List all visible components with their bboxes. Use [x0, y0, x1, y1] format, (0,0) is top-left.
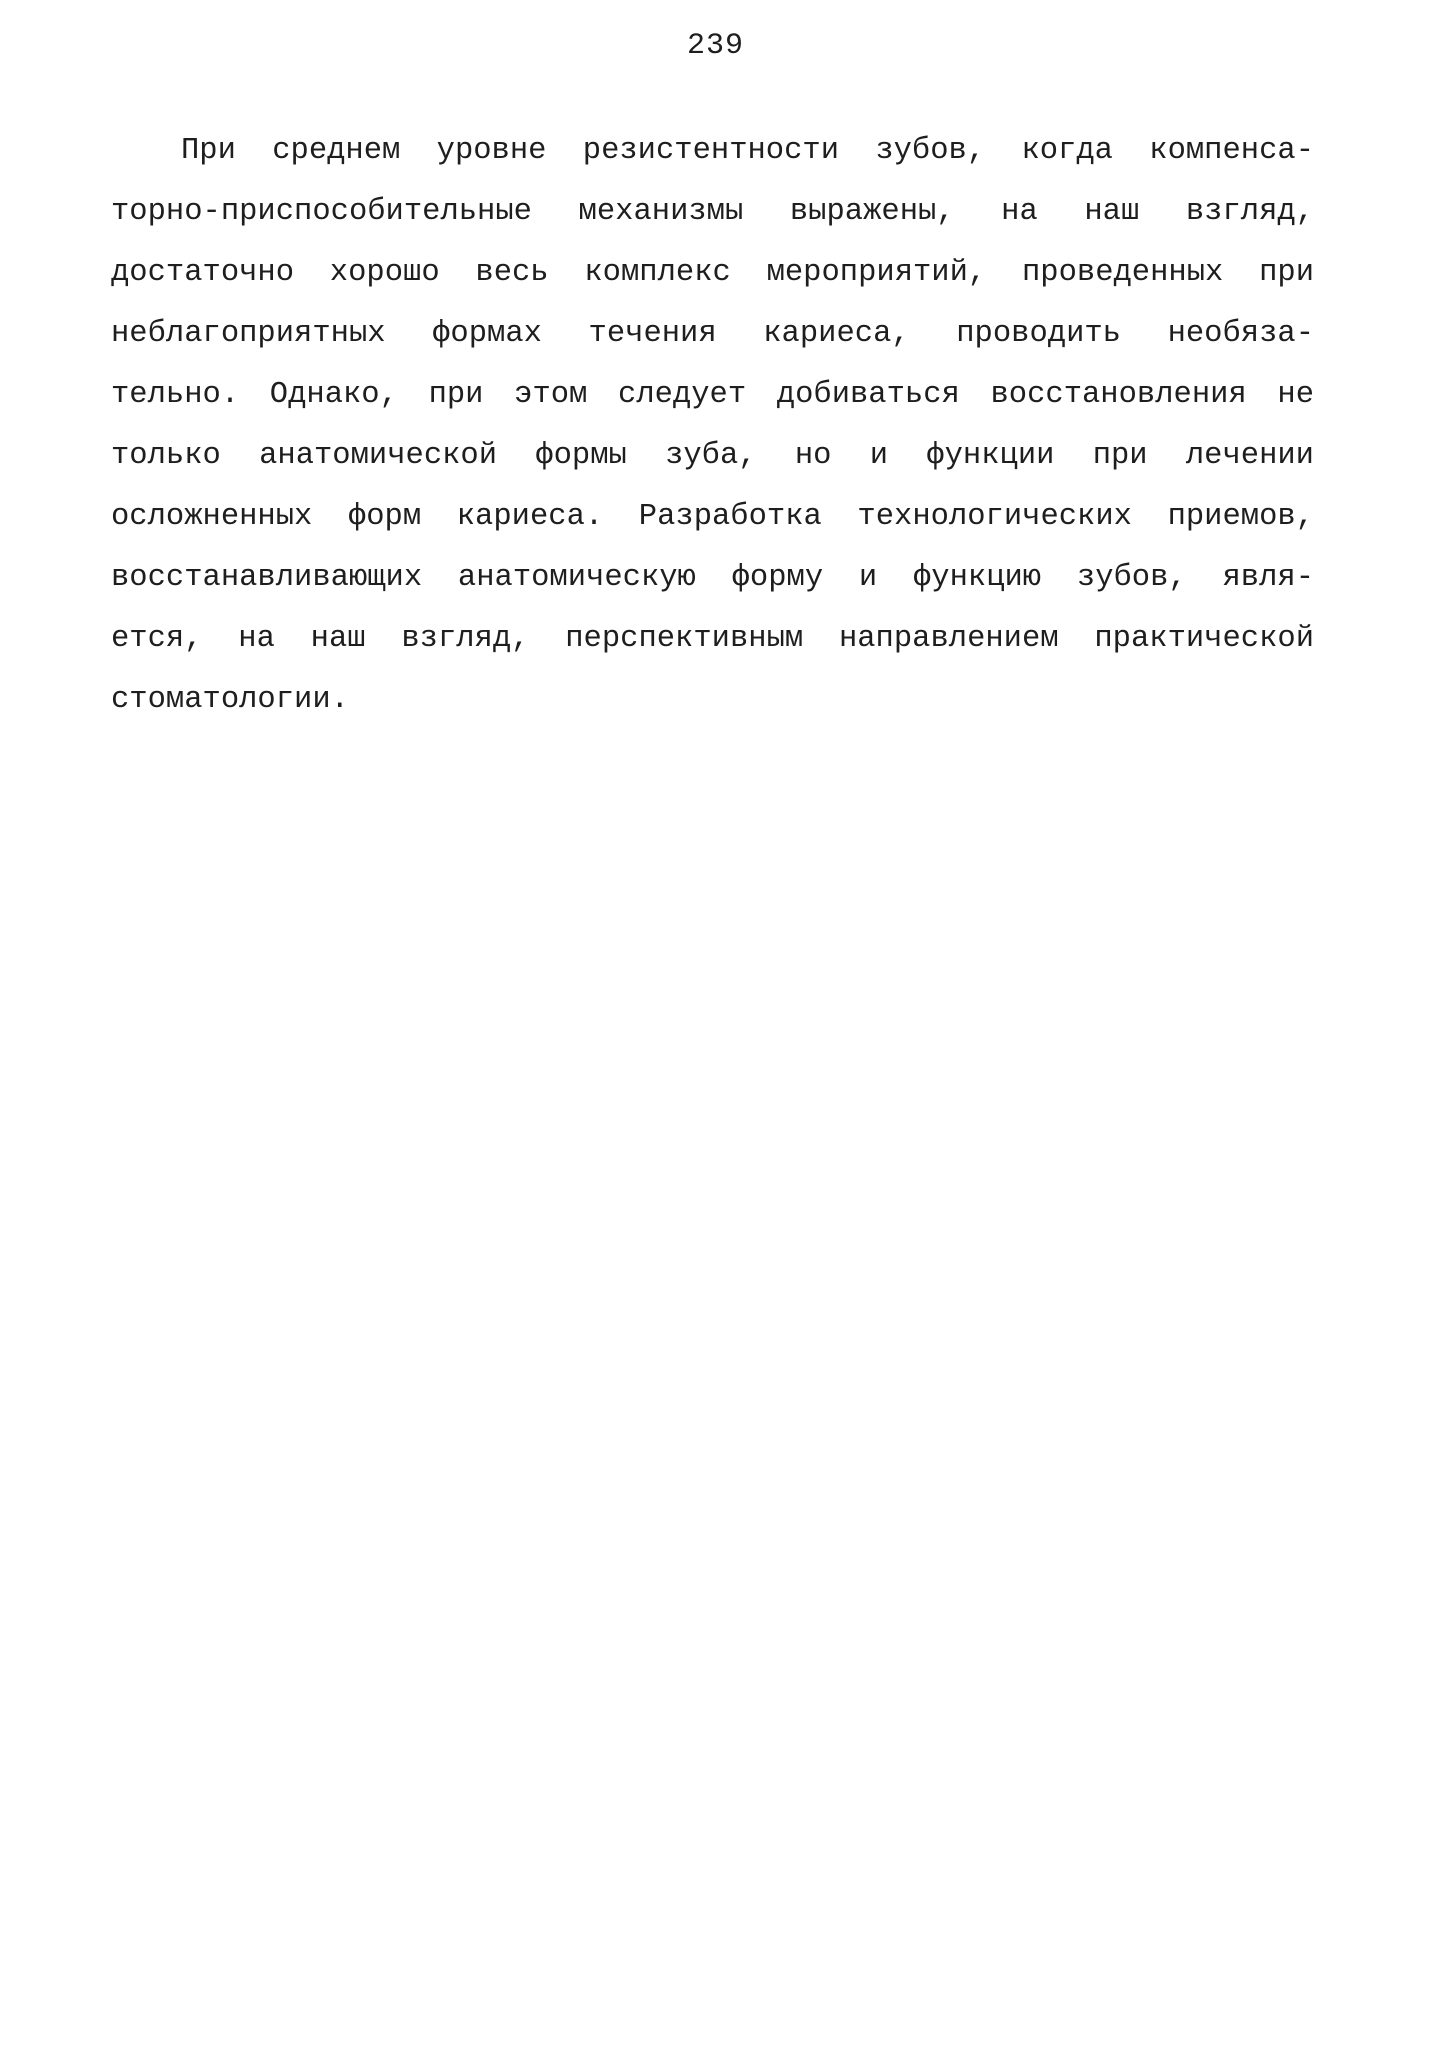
paragraph-line-1: При среднем уровне резистентности зубов, когда компенса-: [181, 134, 1314, 168]
paragraph-line-4: неблагоприятных формах течения кариеса, проводить необяза-: [111, 317, 1314, 351]
paragraph-line-5: тельно. Однако, при этом следует добиваться восстановления не: [111, 378, 1314, 412]
paragraph-line-2: торно-приспособительные механизмы выражены, на наш взгляд,: [111, 195, 1314, 229]
paragraph-line-7: осложненных форм кариеса. Разработка технологических приемов,: [111, 500, 1314, 534]
paragraph-line-8: восстанавливающих анатомическую форму и функцию зубов, явля-: [111, 561, 1314, 595]
paragraph-line-6: только анатомической формы зуба, но и функции при лечении: [111, 439, 1314, 473]
body-paragraph: [111, 126, 1314, 736]
paragraph-line-10: стоматологии.: [111, 683, 349, 717]
paragraph-line-9: ется, на наш взгляд, перспективным направлением практической: [111, 622, 1314, 656]
paragraph-line-3: достаточно хорошо весь комплекс мероприятий, проведенных при: [111, 256, 1314, 290]
page-number: 239: [686, 29, 744, 63]
